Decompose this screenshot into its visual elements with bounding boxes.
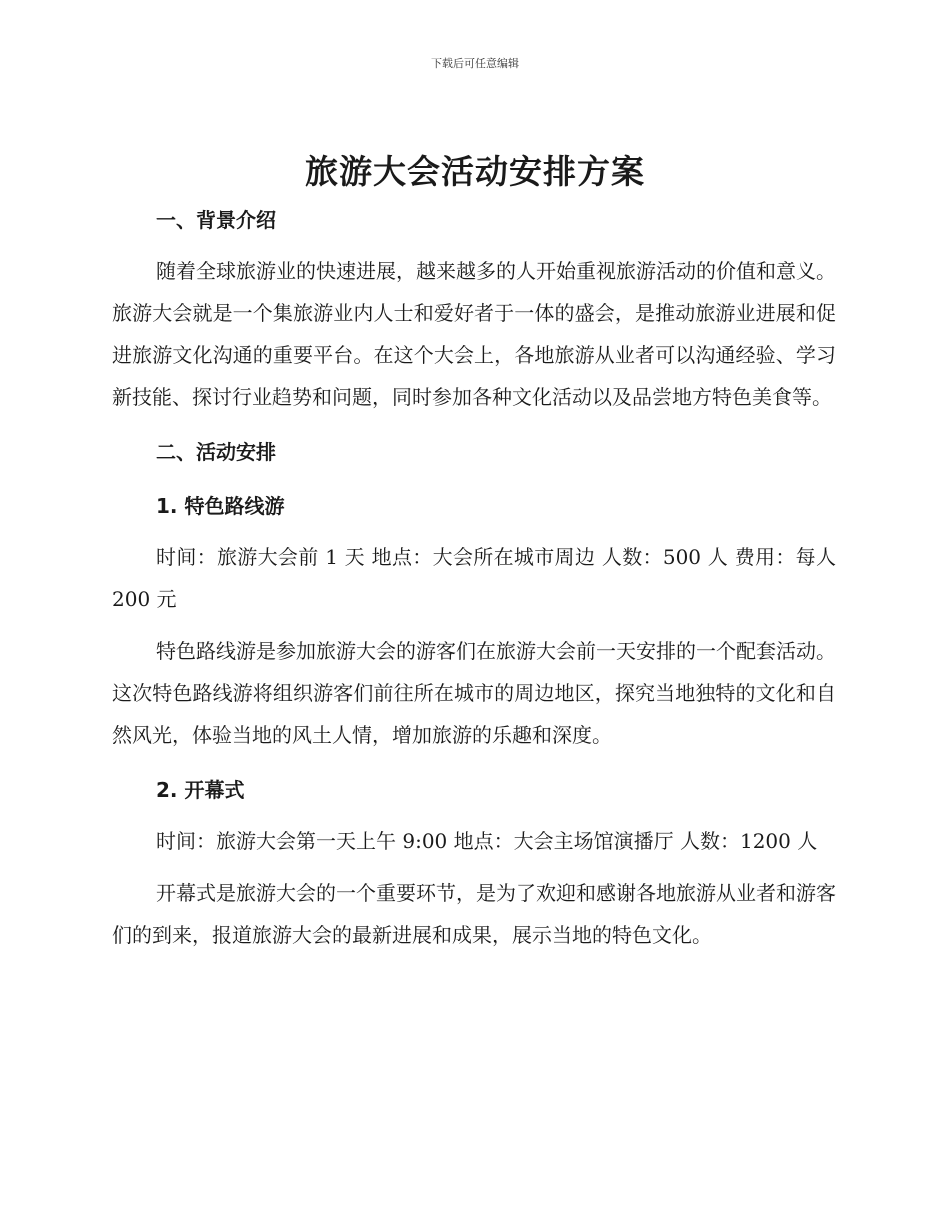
route-tour-info: 时间：旅游大会前 1 天 地点：大会所在城市周边 人数：500 人 费用：每人 200 元 [112, 545, 836, 611]
section-heading-activities: 二、活动安排 [156, 440, 276, 464]
subsection-heading-opening: 2. 开幕式 [156, 778, 245, 802]
document-body [112, 200, 836, 956]
section-heading-background: 一、背景介绍 [156, 208, 276, 232]
page-header: 下载后可任意编辑 [431, 57, 519, 70]
background-paragraph: 随着全球旅游业的快速进展，越来越多的人开始重视旅游活动的价值和意义。旅游大会就是一个集旅游业内人士和爱好者于一体的盛会，是推动旅游业进展和促进旅游文化沟通的重要平台。在这个大会上，各地旅游从业者可以沟通经验、学习新技能、探讨行业趋势和问题，同时参加各种文化活动以及品尝地方特色美食等。 [112, 259, 836, 409]
opening-info: 时间：旅游大会第一天上午 9:00 地点：大会主场馆演播厅 人数：1200 人 [156, 829, 818, 853]
route-tour-paragraph: 特色路线游是参加旅游大会的游客们在旅游大会前一天安排的一个配套活动。这次特色路线游将组织游客们前往所在城市的周边地区，探究当地独特的文化和自然风光，体验当地的风土人情，增加旅游的乐趣和深度。 [112, 639, 836, 747]
document-title: 旅游大会活动安排方案 [305, 152, 645, 191]
opening-paragraph: 开幕式是旅游大会的一个重要环节，是为了欢迎和感谢各地旅游从业者和游客们的到来，报道旅游大会的最新进展和成果，展示当地的特色文化。 [112, 881, 836, 947]
subsection-heading-route-tour: 1. 特色路线游 [156, 494, 285, 518]
